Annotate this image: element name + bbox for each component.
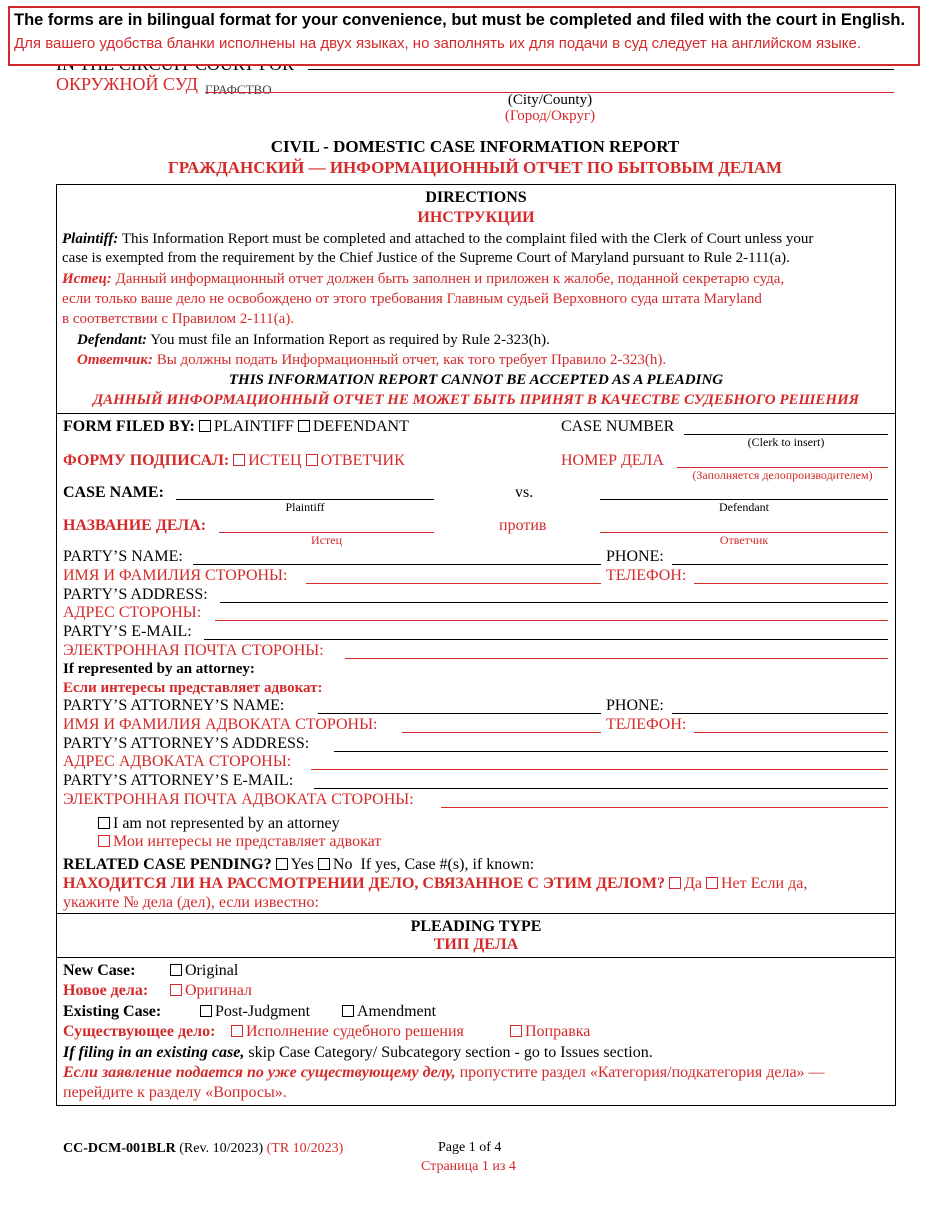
not-represented-row [98,815,340,833]
plaintiff-checkbox[interactable] [199,420,211,432]
party-email-label: PARTY’S E-MAIL: [63,623,192,640]
defendant-checkbox[interactable] [298,420,310,432]
party-address-field-ru[interactable] [215,620,888,621]
plaintiff-checkbox-ru[interactable] [233,454,245,466]
related-if-yes-label-ru: Если да, [750,875,808,892]
party-phone-field[interactable] [672,564,888,565]
court-label-ru: ОКРУЖНОЙ СУД [56,74,198,94]
party-address-label-ru: АДРЕС СТОРОНЫ: [63,604,202,621]
report-title: CIVIL - DOMESTIC CASE INFORMATION REPORT [270,137,680,156]
if-filing-text: skip Case Category/ Subcategory section - go to Issues section. [248,1044,653,1061]
party-email-field[interactable] [204,639,888,640]
attorney-name-field[interactable] [318,713,601,714]
plaintiff-directions-2: case is exempted from the requirement by the Chief Justice of the Supreme Court of Maryland pursuant to Rule 2-111(a). [62,250,790,266]
directions-title-ru: ИНСТРУКЦИИ [417,209,535,226]
if-filing-label-ru: Если заявление подается по уже существующему делу, [63,1064,456,1081]
defendant-option: DEFENDANT [312,418,409,435]
attorney-address-label-ru: АДРЕС АДВОКАТА СТОРОНЫ: [63,753,292,770]
defendant-directions [77,332,550,349]
original-option [170,962,238,980]
clerk-insert-label-ru: (Заполняется делопроизводителем) [692,468,873,482]
court-line[interactable] [308,69,894,70]
original-label: Original [185,962,239,979]
related-no-label-ru: Нет [721,875,747,892]
pleading-type-title: PLEADING TYPE [410,918,542,935]
party-email-label-ru: ЭЛЕКТРОННАЯ ПОЧТА СТОРОНЫ: [63,642,324,659]
if-filing-note-ru-2: перейдите к разделу «Вопросы». [63,1084,287,1101]
pleading-warning: THIS INFORMATION REPORT CANNOT BE ACCEPTED AS A PLEADING [228,372,724,388]
divider-pleading-top [56,913,896,914]
related-case-row [63,856,534,874]
plaintiff-directions-ru-1 [62,271,784,288]
existing-case-label: Existing Case: [63,1003,162,1020]
amendment-option [342,1003,436,1021]
form-id: CC-DCM-001BLR [63,1141,176,1156]
court-overlap-text: ГРАФСТВО [205,82,272,97]
defendant-option-ru: ОТВЕТЧИК [320,452,405,469]
if-filing-note-ru [63,1064,825,1082]
defendant-checkbox-ru[interactable] [306,454,318,466]
party-phone-label-ru: ТЕЛЕФОН: [606,567,687,584]
party-phone-field-ru[interactable] [694,583,888,584]
footer-form-id [63,1141,343,1157]
attorney-address-label: PARTY’S ATTORNEY’S ADDRESS: [63,735,310,752]
attorney-phone-label-ru: ТЕЛЕФОН: [606,716,687,733]
attorney-address-field[interactable] [334,751,888,752]
new-case-label-ru: Новое дела: [63,982,149,999]
page-number: Page 1 of 4 [438,1140,502,1155]
plaintiff-directions-ru-3: в соответствии с Правилом 2-111(a). [62,311,295,327]
divider-pleading-bottom [56,957,896,958]
not-represented-label: I am not represented by an attorney [113,815,340,832]
party-address-label: PARTY’S ADDRESS: [63,586,208,603]
case-name-label-ru: НАЗВАНИЕ ДЕЛА: [63,517,207,534]
party-name-field-ru[interactable] [306,583,601,584]
attorney-if-label: If represented by an attorney: [63,661,255,677]
defendant-text-ru: Вы должны подать Информационный отчет, как того требует Правило 2-323(h). [156,352,667,368]
related-yes-label: Yes [290,856,314,873]
related-yes-checkbox-ru[interactable] [669,877,681,889]
attorney-address-field-ru[interactable] [311,769,888,770]
plaintiff-directions-1 [62,231,813,248]
directions-title: DIRECTIONS [425,189,527,206]
post-judgment-checkbox[interactable] [200,1005,212,1017]
new-case-label: New Case: [63,962,136,979]
attorney-name-label: PARTY’S ATTORNEY’S NAME: [63,697,285,714]
related-case-label: RELATED CASE PENDING? [63,856,272,873]
form-filed-by-label: FORM FILED BY: [63,418,195,435]
plaintiff-sublabel-ru: Истец [311,533,342,547]
if-filing-text-ru-1: пропустите раздел «Категория/подкатегория дела» — [459,1064,825,1081]
attorney-phone-field[interactable] [672,713,888,714]
attorney-phone-field-ru[interactable] [694,732,888,733]
post-judgment-checkbox-ru[interactable] [231,1025,243,1037]
amendment-option-ru [510,1023,590,1041]
vs-label: vs. [515,484,534,501]
bilingual-banner [8,6,920,66]
amendment-label-ru: Поправка [525,1023,591,1040]
not-represented-checkbox[interactable] [98,817,110,829]
party-address-field[interactable] [220,602,888,603]
defendant-sublabel: Defendant [719,500,769,514]
pleading-type-title-ru: ТИП ДЕЛА [433,936,519,953]
related-no-label: No [332,856,353,873]
defendant-sublabel-ru: Ответчик [719,533,769,547]
form-tr: (TR 10/2023) [266,1141,344,1156]
clerk-insert-label: (Clerk to insert) [747,435,825,449]
case-number-label: CASE NUMBER [561,418,675,435]
attorney-if-label-ru: Если интересы представляет адвокат: [63,680,323,696]
pleading-warning-ru: ДАННЫЙ ИНФОРМАЦИОННЫЙ ОТЧЕТ НЕ МОЖЕТ БЫТЬ ПРИНЯТ В КАЧЕСТВЕ СУДЕБНОГО РЕШЕНИЯ [92,392,860,408]
attorney-email-label-ru: ЭЛЕКТРОННАЯ ПОЧТА АДВОКАТА СТОРОНЫ: [63,791,414,808]
related-yes-checkbox[interactable] [276,858,288,870]
party-name-label-ru: ИМЯ И ФАМИЛИЯ СТОРОНЫ: [63,567,288,584]
existing-case-label-ru: Существующее дело: [63,1023,216,1040]
banner-text-en: The forms are in bilingual format for your convenience, but must be completed and filed with the court in English. [14,11,906,29]
attorney-name-label-ru: ИМЯ И ФАМИЛИЯ АДВОКАТА СТОРОНЫ: [63,716,378,733]
post-judgment-option [200,1003,310,1021]
plaintiff-label: Plaintiff: [62,231,119,247]
post-judgment-label-ru: Исполнение судебного решения [246,1023,464,1040]
original-checkbox-ru[interactable] [170,984,182,996]
attorney-phone-label: PHONE: [606,697,664,714]
not-represented-label-ru: Мои интересы не представляет адвокат [113,833,382,850]
original-label-ru: Оригинал [185,982,253,999]
plaintiff-text-ru-1: Данный информационный отчет должен быть заполнен и приложен к жалобе, поданной секретарю суда, [115,271,785,287]
related-no-checkbox-ru[interactable] [706,877,718,889]
plaintiff-text-1: This Information Report must be completed and attached to the complaint filed with the Clerk of Court unless your [121,231,814,247]
if-filing-label: If filing in an existing case, [63,1044,245,1061]
party-phone-label: PHONE: [606,548,664,565]
party-name-field[interactable] [193,564,601,565]
plaintiff-sublabel: Plaintiff [285,500,325,514]
plaintiff-label-ru: Истец: [62,271,112,287]
plaintiff-option-ru: ИСТЕЦ [248,452,302,469]
plaintiff-directions-ru-2: если только ваше дело не освобождено от этого требования Главным судьей Верховного суда штата Maryland [62,291,762,307]
page-number-ru: Страница 1 из 4 [421,1159,516,1174]
related-if-yes-label-ru-2: укажите № дела (дел), если известно: [63,894,319,911]
related-no-checkbox[interactable] [318,858,330,870]
post-judgment-option-ru [231,1023,464,1041]
attorney-email-field[interactable] [314,788,888,789]
city-county-label-ru: (Город/Округ) [504,108,596,124]
original-checkbox[interactable] [170,964,182,976]
not-represented-checkbox-ru[interactable] [98,835,110,847]
post-judgment-label: Post-Judgment [215,1003,311,1020]
not-represented-row-ru [98,833,381,851]
plaintiff-option: PLAINTIFF [213,418,294,435]
defendant-label-ru: Ответчик: [77,352,153,368]
amendment-checkbox-ru[interactable] [510,1025,522,1037]
form-filed-by-label-ru: ФОРМУ ПОДПИСАЛ: [63,452,230,469]
divider-directions [56,413,896,414]
attorney-email-label: PARTY’S ATTORNEY’S E-MAIL: [63,772,294,789]
defendant-directions-ru [77,352,666,369]
attorney-name-field-ru[interactable] [402,732,601,733]
case-name-label: CASE NAME: [63,484,164,501]
party-email-field-ru[interactable] [345,658,888,659]
case-number-label-ru: НОМЕР ДЕЛА [561,452,664,469]
form-rev: (Rev. 10/2023) [179,1141,264,1156]
amendment-checkbox[interactable] [342,1005,354,1017]
banner-text-ru: Для вашего удобства бланки исполнены на двух языках, но заполнять их для подачи в суд следует на английском языке. [14,35,862,52]
amendment-label: Amendment [357,1003,437,1020]
if-filing-note [63,1044,653,1062]
original-option-ru [170,982,252,1000]
related-case-row-ru [63,875,807,893]
attorney-email-field-ru[interactable] [441,807,888,808]
party-name-label: PARTY’S NAME: [63,548,183,565]
form-filed-by-row-ru [63,452,405,470]
vs-label-ru: против [499,517,547,534]
related-yes-label-ru: Да [683,875,702,892]
defendant-label: Defendant: [77,332,147,348]
related-if-yes-label: If yes, Case #(s), if known: [360,856,535,873]
report-title-ru: ГРАЖДАНСКИЙ — ИНФОРМАЦИОННЫЙ ОТЧЕТ ПО БЫТОВЫМ ДЕЛАМ [167,158,783,177]
form-filed-by-row [63,418,409,436]
city-county-label: (City/County) [507,92,593,108]
related-case-label-ru: НАХОДИТСЯ ЛИ НА РАССМОТРЕНИИ ДЕЛО, СВЯЗАННОЕ С ЭТИМ ДЕЛОМ? [63,875,665,892]
defendant-text: You must file an Information Report as required by Rule 2-323(h). [150,332,550,348]
